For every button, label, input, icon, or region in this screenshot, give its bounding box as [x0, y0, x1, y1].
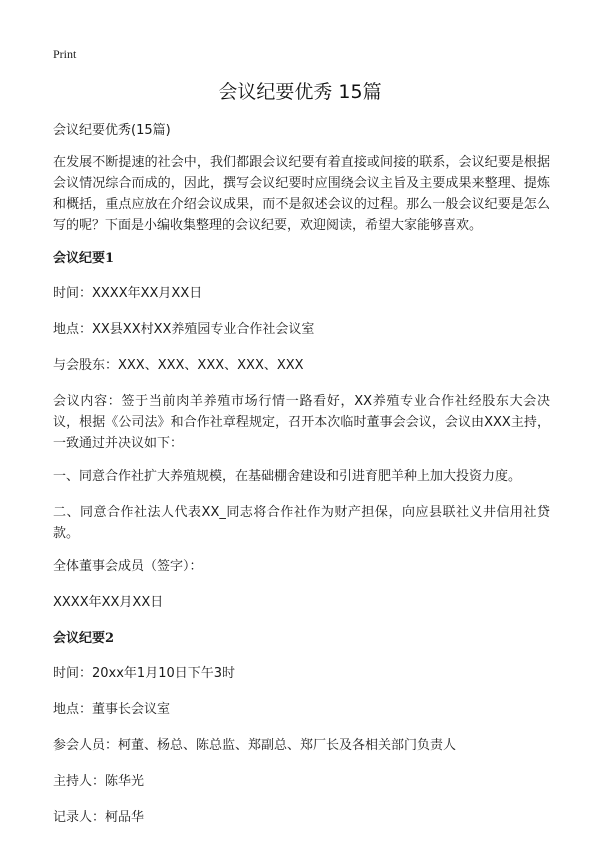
host: 主持人：陈华光	[53, 774, 145, 789]
meeting-time: 时间：XXXX年XX月XX日	[53, 286, 203, 301]
document-title: 会议纪要优秀 15篇	[218, 81, 382, 103]
print-link[interactable]: Print	[53, 47, 77, 61]
section-heading: 会议纪要1	[53, 251, 115, 266]
document-body	[53, 120, 550, 843]
meeting-location: 地点：董事长会议室	[53, 702, 171, 717]
meeting-location: 地点：XX县XX村XX养殖园专业合作社会议室	[53, 322, 315, 337]
signature-date: XXXX年XX月XX日	[53, 595, 164, 610]
signature-line: 全体董事会成员（签字）：	[53, 559, 203, 574]
recorder: 记录人：柯品华	[53, 810, 145, 825]
meeting-content: 会议内容：签于当前肉羊养殖市场行情一路看好，XX养殖专业合作社经股东大会决议，根据《公司法》和合作社章程规定，召开本次临时董事会会议，会议由XXX主持，一致通过并决议如下：	[53, 394, 550, 451]
section-heading: 会议纪要2	[53, 631, 115, 646]
resolution-1: 一、同意合作社扩大养殖规模，在基础棚舍建设和引进育肥羊种上加大投资力度。	[53, 469, 522, 484]
resolution-2: 二、同意合作社法人代表XX_同志将合作社作为财产担保，向应县联社义井信用社贷款。	[53, 505, 550, 541]
attending-shareholders: 与会股东：XXX、XXX、XXX、XXX、XXX	[53, 358, 304, 373]
meeting-time: 时间：20xx年1月10日下午3时	[53, 666, 236, 681]
intro-paragraph: 在发展不断提速的社会中，我们都跟会议纪要有着直接或间接的联系，会议纪要是根据会议情况综合而成的，因此，撰写会议纪要时应围绕会议主旨及主要成果来整理、提炼和概括，重点应放在介绍会议成果，而不是叙述会议的过程。那么一般会议纪要是怎么写的呢？下面是小编收集整理的会议纪要，欢迎阅读，希望大家能够喜欢。	[53, 155, 550, 233]
attendees: 参会人员：柯董、杨总、陈总监、郑副总、郑厂长及各相关部门负责人	[53, 738, 457, 753]
document-subtitle: 会议纪要优秀(15篇)	[53, 123, 171, 138]
